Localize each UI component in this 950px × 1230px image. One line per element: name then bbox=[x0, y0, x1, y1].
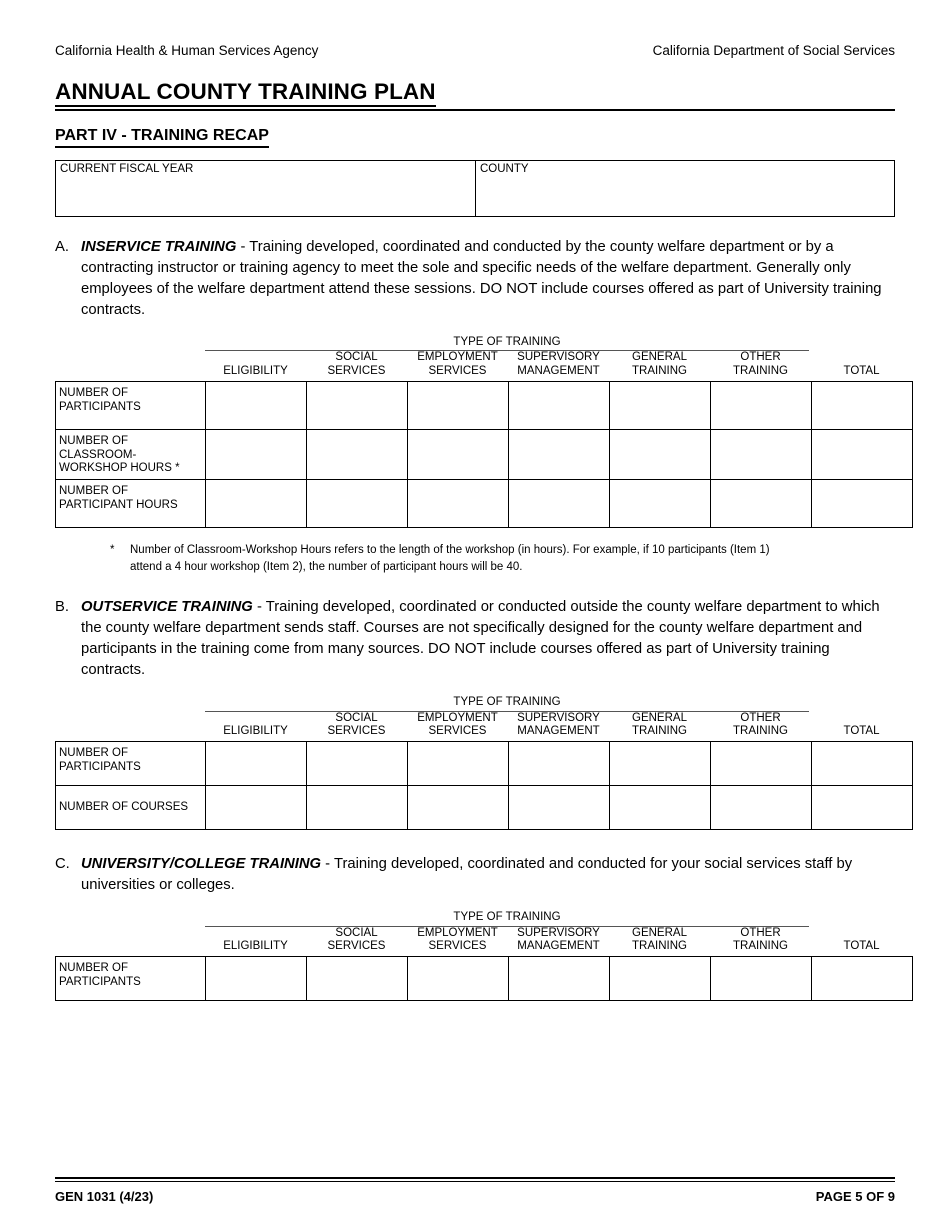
part-title: PART IV - TRAINING RECAP bbox=[55, 127, 269, 147]
section-c-title: UNIVERSITY/COLLEGE TRAINING bbox=[81, 856, 322, 873]
column-header-line2: MANAGEMENT bbox=[517, 365, 600, 378]
column-header-social-services bbox=[306, 927, 407, 957]
section-a-title: INSERVICE TRAINING bbox=[81, 238, 237, 255]
column-header-employment-services bbox=[407, 927, 508, 957]
cell-supervisory-management[interactable] bbox=[509, 957, 610, 1001]
cell-total[interactable] bbox=[812, 786, 913, 830]
cell-other-training[interactable] bbox=[711, 429, 812, 479]
column-header-line1: SOCIAL bbox=[335, 711, 378, 724]
column-header-line1: SUPERVISORY bbox=[517, 711, 600, 724]
section-b-separator: - bbox=[252, 599, 266, 616]
cell-total[interactable] bbox=[812, 479, 913, 527]
footnote-line2: attend a 4 hour workshop (Item 2), the number of participant hours will be 40. bbox=[130, 560, 523, 573]
cell-supervisory-management[interactable] bbox=[509, 381, 610, 429]
row-label-line1: NUMBER OF bbox=[59, 484, 128, 497]
cell-social-services[interactable] bbox=[307, 786, 408, 830]
section-a bbox=[55, 237, 895, 575]
cell-employment-services[interactable] bbox=[408, 429, 509, 479]
section-b-data-table bbox=[55, 741, 913, 830]
section-a-data-table bbox=[55, 381, 913, 528]
row-label-number-of-participant-hours bbox=[56, 479, 206, 527]
fiscal-year-label: CURRENT FISCAL YEAR bbox=[60, 162, 194, 175]
row-label-line2: PARTICIPANTS bbox=[59, 975, 141, 988]
part-title-block bbox=[55, 127, 895, 147]
column-header-line2: SERVICES bbox=[327, 365, 386, 378]
table-row bbox=[56, 429, 913, 479]
document-footer bbox=[55, 1177, 895, 1204]
row-label-line1: NUMBER OF COURSES bbox=[59, 801, 189, 814]
agency-name-right: California Department of Social Services bbox=[652, 43, 895, 58]
row-label-number-of-courses bbox=[56, 786, 206, 830]
cell-general-training[interactable] bbox=[610, 957, 711, 1001]
cell-eligibility[interactable] bbox=[206, 957, 307, 1001]
section-c bbox=[55, 854, 895, 1001]
cell-social-services[interactable] bbox=[307, 742, 408, 786]
table-row bbox=[56, 786, 913, 830]
column-header-other-training bbox=[710, 351, 811, 381]
column-header-line1: OTHER bbox=[740, 351, 781, 364]
section-c-type-of-training-header bbox=[55, 910, 895, 926]
section-a-paragraph bbox=[55, 237, 895, 321]
footer-divider-bottom bbox=[55, 1181, 895, 1182]
page-title: ANNUAL COUNTY TRAINING PLAN bbox=[55, 80, 436, 107]
spacer bbox=[809, 695, 895, 711]
row-label-line3: WORKSHOP HOURS * bbox=[59, 462, 180, 475]
cell-eligibility[interactable] bbox=[206, 429, 307, 479]
row-label-line1: NUMBER OF bbox=[59, 386, 128, 399]
section-c-separator: - bbox=[321, 856, 334, 873]
cell-supervisory-management[interactable] bbox=[509, 479, 610, 527]
table-row bbox=[56, 957, 913, 1001]
county-label: COUNTY bbox=[480, 162, 529, 175]
section-a-body bbox=[81, 237, 895, 321]
section-a-footnote bbox=[110, 542, 895, 575]
row-label-line2: PARTICIPANTS bbox=[59, 400, 141, 413]
row-label-line2: PARTICIPANT HOURS bbox=[59, 498, 178, 511]
row-label-number-of-participants bbox=[56, 742, 206, 786]
section-a-type-of-training-header bbox=[55, 335, 895, 351]
column-header-employment-services bbox=[407, 712, 508, 742]
column-header-line2: SERVICES bbox=[327, 725, 386, 738]
column-header-line1: GENERAL bbox=[632, 711, 687, 724]
cell-eligibility[interactable] bbox=[206, 381, 307, 429]
column-header-line1: TOTAL bbox=[843, 725, 880, 738]
row-label-number-of-participants bbox=[56, 381, 206, 429]
type-of-training-label: TYPE OF TRAINING bbox=[205, 910, 809, 926]
cell-employment-services[interactable] bbox=[408, 957, 509, 1001]
column-header-line2: TRAINING bbox=[733, 940, 788, 953]
column-header-line1: GENERAL bbox=[632, 926, 687, 939]
column-header-line2: TRAINING bbox=[632, 940, 687, 953]
cell-social-services[interactable] bbox=[307, 479, 408, 527]
spacer bbox=[55, 910, 205, 926]
column-header-line1: EMPLOYMENT bbox=[417, 351, 498, 364]
cell-other-training[interactable] bbox=[711, 479, 812, 527]
section-a-letter: A. bbox=[55, 238, 69, 255]
row-label-number-of-classroom-workshop-hours bbox=[56, 429, 206, 479]
column-header-line1: EMPLOYMENT bbox=[417, 711, 498, 724]
cell-social-services[interactable] bbox=[307, 957, 408, 1001]
cell-other-training[interactable] bbox=[711, 957, 812, 1001]
column-header-line2: TRAINING bbox=[733, 365, 788, 378]
cell-other-training[interactable] bbox=[711, 381, 812, 429]
column-header-general-training bbox=[609, 351, 710, 381]
column-header-line1: ELIGIBILITY bbox=[223, 365, 288, 378]
column-header-supervisory-management bbox=[508, 927, 609, 957]
row-label-line1: NUMBER OF bbox=[59, 434, 128, 447]
footnote-text bbox=[130, 542, 895, 575]
column-header-total bbox=[811, 365, 912, 381]
fiscal-year-field[interactable] bbox=[56, 160, 476, 216]
cell-other-training[interactable] bbox=[711, 786, 812, 830]
cell-general-training[interactable] bbox=[610, 742, 711, 786]
column-header-line2: SERVICES bbox=[327, 940, 386, 953]
identification-table bbox=[55, 160, 895, 217]
section-b-title: OUTSERVICE TRAINING bbox=[81, 599, 253, 616]
section-c-table-block bbox=[55, 910, 895, 1001]
section-b-body bbox=[81, 597, 895, 681]
section-b bbox=[55, 597, 895, 830]
column-header-eligibility bbox=[205, 365, 306, 381]
table-row bbox=[56, 160, 895, 216]
section-a-column-headers bbox=[55, 351, 895, 381]
column-header-line1: OTHER bbox=[740, 711, 781, 724]
row-label-number-of-participants bbox=[56, 957, 206, 1001]
spacer bbox=[55, 335, 205, 351]
section-c-paragraph bbox=[55, 854, 895, 896]
cell-other-training[interactable] bbox=[711, 742, 812, 786]
cell-total[interactable] bbox=[812, 429, 913, 479]
cell-employment-services[interactable] bbox=[408, 381, 509, 429]
cell-general-training[interactable] bbox=[610, 381, 711, 429]
column-header-social-services bbox=[306, 712, 407, 742]
column-header-employment-services bbox=[407, 351, 508, 381]
section-c-letter: C. bbox=[55, 856, 70, 873]
column-header-line1: GENERAL bbox=[632, 351, 687, 364]
footer-divider-top bbox=[55, 1177, 895, 1179]
cell-total[interactable] bbox=[812, 742, 913, 786]
county-field[interactable] bbox=[476, 160, 895, 216]
column-header-line1: TOTAL bbox=[843, 940, 880, 953]
spacer bbox=[809, 335, 895, 351]
column-header-line2: MANAGEMENT bbox=[517, 725, 600, 738]
section-b-letter: B. bbox=[55, 599, 69, 616]
form-id: GEN 1031 (4/23) bbox=[55, 1189, 154, 1204]
type-of-training-label: TYPE OF TRAINING bbox=[205, 695, 809, 711]
column-header-line2: SERVICES bbox=[428, 365, 487, 378]
section-b-paragraph bbox=[55, 597, 895, 681]
cell-supervisory-management[interactable] bbox=[509, 786, 610, 830]
cell-social-services[interactable] bbox=[307, 429, 408, 479]
title-divider bbox=[55, 109, 895, 111]
footer-row bbox=[55, 1189, 895, 1204]
column-header-eligibility bbox=[205, 725, 306, 741]
column-header-other-training bbox=[710, 927, 811, 957]
section-b-type-of-training-header bbox=[55, 695, 895, 711]
cell-general-training[interactable] bbox=[610, 429, 711, 479]
column-header-line2: MANAGEMENT bbox=[517, 940, 600, 953]
document-header bbox=[55, 43, 895, 59]
column-header-line1: SUPERVISORY bbox=[517, 926, 600, 939]
column-header-line1: SUPERVISORY bbox=[517, 351, 600, 364]
cell-general-training[interactable] bbox=[610, 479, 711, 527]
column-header-supervisory-management bbox=[508, 351, 609, 381]
row-label-line1: NUMBER OF bbox=[59, 962, 128, 975]
section-a-description: Training developed, coordinated and conducted by the county welfare department or by a contracting instructor or training agency to meet the sole and specific needs of the welfare department. Generally only employees of the welfare department attend these sessions. DO NOT include courses offered as part of University training contracts. bbox=[81, 238, 882, 318]
column-header-line1: ELIGIBILITY bbox=[223, 725, 288, 738]
footnote-marker: * bbox=[110, 543, 115, 556]
section-b-column-headers bbox=[55, 712, 895, 742]
cell-employment-services[interactable] bbox=[408, 786, 509, 830]
section-a-separator: - bbox=[236, 238, 250, 255]
section-c-description: Training developed, coordinated and conducted for your social services staff by universities or colleges. bbox=[81, 856, 853, 894]
cell-total[interactable] bbox=[812, 957, 913, 1001]
column-header-line1: EMPLOYMENT bbox=[417, 926, 498, 939]
column-header-general-training bbox=[609, 927, 710, 957]
column-header-line1: SOCIAL bbox=[335, 926, 378, 939]
column-header-line2: SERVICES bbox=[428, 940, 487, 953]
table-row bbox=[56, 479, 913, 527]
section-c-body bbox=[81, 854, 895, 896]
agency-name-left: California Health & Human Services Agency bbox=[55, 43, 319, 58]
document-title-block bbox=[55, 80, 895, 111]
footnote-line1: Number of Classroom-Workshop Hours refers to the length of the workshop (in hours). For example, if 10 participants (Item 1) bbox=[130, 543, 770, 556]
cell-total[interactable] bbox=[812, 381, 913, 429]
column-header-total bbox=[811, 725, 912, 741]
cell-supervisory-management[interactable] bbox=[509, 742, 610, 786]
spacer bbox=[809, 910, 895, 926]
column-header-supervisory-management bbox=[508, 712, 609, 742]
column-header-line1: OTHER bbox=[740, 926, 781, 939]
column-header-line2: TRAINING bbox=[632, 365, 687, 378]
row-label-line1: NUMBER OF bbox=[59, 747, 128, 760]
section-c-column-headers bbox=[55, 927, 895, 957]
section-b-table-block bbox=[55, 695, 895, 830]
page-number: PAGE 5 OF 9 bbox=[815, 1189, 895, 1204]
column-header-eligibility bbox=[205, 940, 306, 956]
cell-eligibility[interactable] bbox=[206, 479, 307, 527]
column-header-line2: TRAINING bbox=[632, 725, 687, 738]
table-row bbox=[56, 381, 913, 429]
column-header-social-services bbox=[306, 351, 407, 381]
cell-employment-services[interactable] bbox=[408, 742, 509, 786]
cell-eligibility[interactable] bbox=[206, 786, 307, 830]
column-header-line2: TRAINING bbox=[733, 725, 788, 738]
row-label-line2: CLASSROOM- bbox=[59, 448, 137, 461]
cell-employment-services[interactable] bbox=[408, 479, 509, 527]
section-b-description: Training developed, coordinated or conducted outside the county welfare department to which the county welfare department sends staff. Courses are not specifically designed for the county welfare department and participants in the training come from many sources. DO NOT include courses offered as part of University training contracts. bbox=[81, 599, 880, 679]
column-header-line1: SOCIAL bbox=[335, 351, 378, 364]
column-header-line1: TOTAL bbox=[843, 365, 880, 378]
row-label-line2: PARTICIPANTS bbox=[59, 760, 141, 773]
column-header-line2: SERVICES bbox=[428, 725, 487, 738]
cell-general-training[interactable] bbox=[610, 786, 711, 830]
column-header-general-training bbox=[609, 712, 710, 742]
section-c-data-table bbox=[55, 956, 913, 1001]
cell-eligibility[interactable] bbox=[206, 742, 307, 786]
column-header-line1: ELIGIBILITY bbox=[223, 940, 288, 953]
column-header-other-training bbox=[710, 712, 811, 742]
spacer bbox=[55, 695, 205, 711]
table-row bbox=[56, 742, 913, 786]
column-header-total bbox=[811, 940, 912, 956]
cell-supervisory-management[interactable] bbox=[509, 429, 610, 479]
section-a-table-block bbox=[55, 335, 895, 528]
cell-social-services[interactable] bbox=[307, 381, 408, 429]
type-of-training-label: TYPE OF TRAINING bbox=[205, 335, 809, 351]
